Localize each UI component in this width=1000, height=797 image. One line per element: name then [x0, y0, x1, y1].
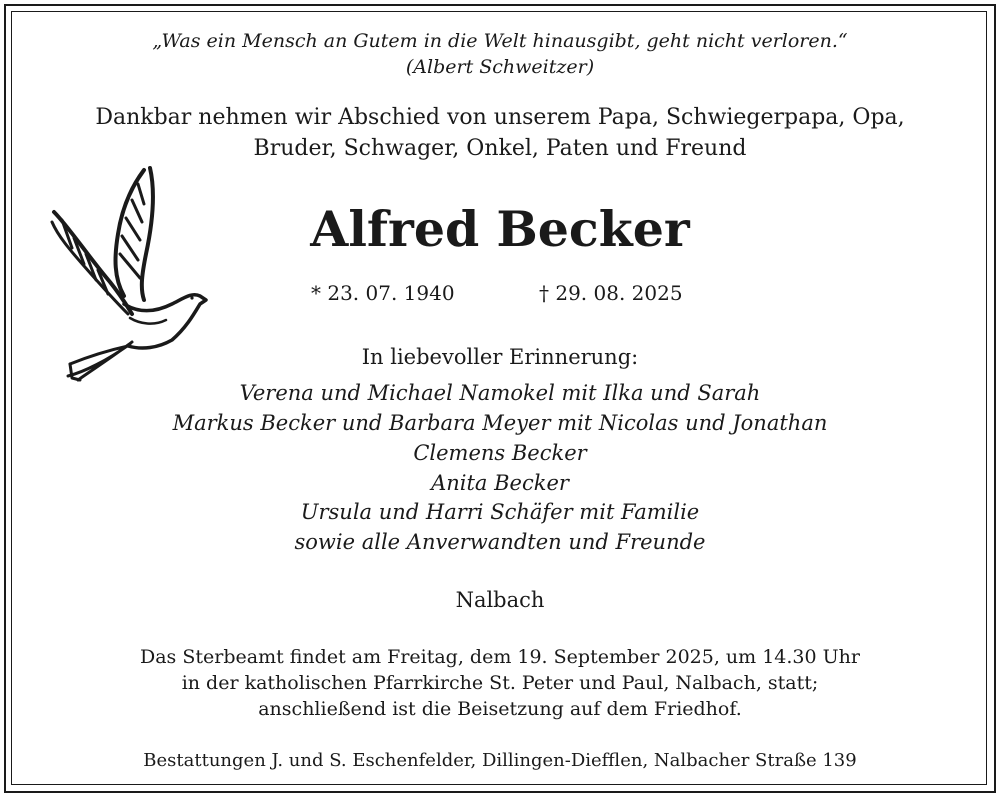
service-line: anschließend ist die Beisetzung auf dem Friedhof.	[258, 698, 742, 720]
mourner-line: Verena und Michael Namokel mit Ilka und Sarah	[239, 381, 761, 405]
mourner-line: Clemens Becker	[413, 441, 587, 465]
intro-line-1: Dankbar nehmen wir Abschied von unserem Papa, Schwiegerpapa, Opa,	[95, 105, 905, 130]
mourner-line: Ursula und Harri Schäfer mit Familie	[300, 500, 700, 524]
quote-text: „Was ein Mensch an Gutem in die Welt hinausgibt, geht nicht verloren.“	[152, 30, 848, 52]
intro-line-2: Bruder, Schwager, Onkel, Paten und Freund	[253, 136, 747, 161]
mourner-line: sowie alle Anverwandten und Freunde	[294, 530, 706, 554]
service-line: Das Sterbeamt findet am Freitag, dem 19. September 2025, um 14.30 Uhr	[140, 646, 860, 668]
mourner-line: Anita Becker	[431, 471, 569, 495]
death-date: † 29. 08. 2025	[539, 281, 683, 305]
service-line: in der katholischen Pfarrkirche St. Peter und Paul, Nalbach, statt;	[181, 672, 819, 694]
birth-date: * 23. 07. 1940	[311, 281, 455, 305]
deceased-name: Alfred Becker	[310, 200, 690, 258]
mourner-line: Markus Becker und Barbara Meyer mit Nicolas und Jonathan	[172, 411, 828, 435]
quote-author: (Albert Schweitzer)	[405, 56, 595, 78]
undertaker-info: Bestattungen J. und S. Eschenfelder, Dillingen-Diefflen, Nalbacher Straße 139	[143, 750, 857, 771]
place-name: Nalbach	[455, 588, 545, 612]
memory-heading: In liebevoller Erinnerung:	[361, 345, 639, 369]
